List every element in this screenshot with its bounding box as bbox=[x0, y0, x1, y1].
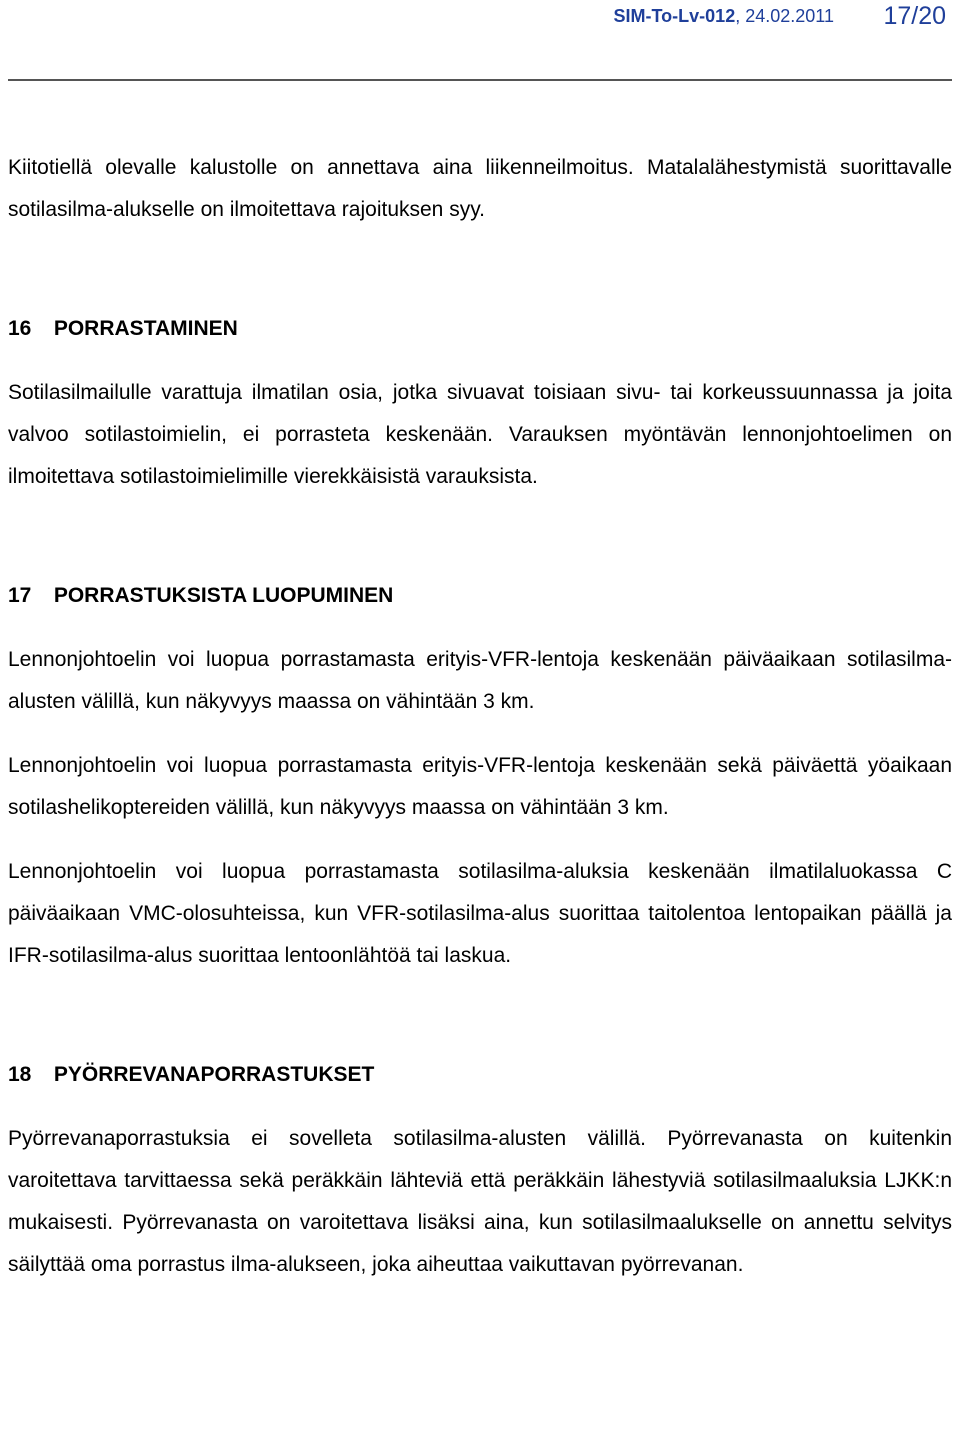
section-16-paragraph-1: Sotilasilmailulle varattuja ilmatilan osia, jotka sivuavat toisiaan sivu- tai korkeussuunnassa ja joita valvoo sotilastoimielin, ei porrasteta keskenään. Varauksen myöntävän lennonjohtoelimen on ilmoitettava sotilastoimielimille vierekkäisistä varauksista. bbox=[8, 381, 952, 488]
document-id: SIM-To-Lv-012, 24.02.2011 bbox=[613, 6, 834, 26]
page-header bbox=[8, 0, 952, 46]
document-date: 24.02.2011 bbox=[745, 6, 834, 26]
intro-paragraph: Kiitotiellä olevalle kalustolle on annettava aina liikenneilmoitus. Matalalähestymistä suorittavalle sotilasilma-alukselle on ilmoitettava rajoituksen syy. bbox=[8, 156, 952, 221]
page-number: 17/20 bbox=[883, 2, 946, 30]
document-body bbox=[8, 147, 952, 1286]
header-divider bbox=[8, 79, 952, 81]
section-18-paragraph-1: Pyörrevanaporrastuksia ei sovelleta sotilasilma-alusten välillä. Pyörrevanasta on kuitenkin varoitettava tarvittaessa sekä peräkkäin lähteviä että peräkkäin lähestyviä sotilasilmaaluksia LJKK:n mukaisesti. Pyörrevanasta on varoitettava lisäksi aina, kun sotilasilmaalukselle on annettu selvitys säilyttää oma porrastus ilma-alukseen, joka aiheuttaa vaikuttavan pyörrevanan. bbox=[8, 1127, 952, 1276]
section-heading-16: 16 PORRASTAMINEN bbox=[8, 317, 238, 340]
section-heading-17: 17 PORRASTUKSISTA LUOPUMINEN bbox=[8, 584, 394, 607]
section-17-paragraph-2: Lennonjohtoelin voi luopua porrastamasta erityis-VFR-lentoja keskenään sekä päiväettä yöaikaan sotilashelikoptereiden välillä, kun näkyvyys maassa on vähintään 3 km. bbox=[8, 754, 952, 819]
section-17-paragraph-1: Lennonjohtoelin voi luopua porrastamasta erityis-VFR-lentoja keskenään päiväaikaan sotilasilma-alusten välillä, kun näkyvyys maassa on vähintään 3 km. bbox=[8, 648, 952, 713]
section-heading-18: 18 PYÖRREVANAPORRASTUKSET bbox=[8, 1063, 375, 1086]
section-17-paragraph-3: Lennonjohtoelin voi luopua porrastamasta sotilasilma-aluksia keskenään ilmatilaluokassa C päiväaikaan VMC-olosuhteissa, kun VFR-sotilasilma-alus suorittaa taitolentoa lentopaikan päällä ja IFR-sotilasilma-alus suorittaa lentoonlähtöä tai laskua. bbox=[8, 860, 952, 967]
